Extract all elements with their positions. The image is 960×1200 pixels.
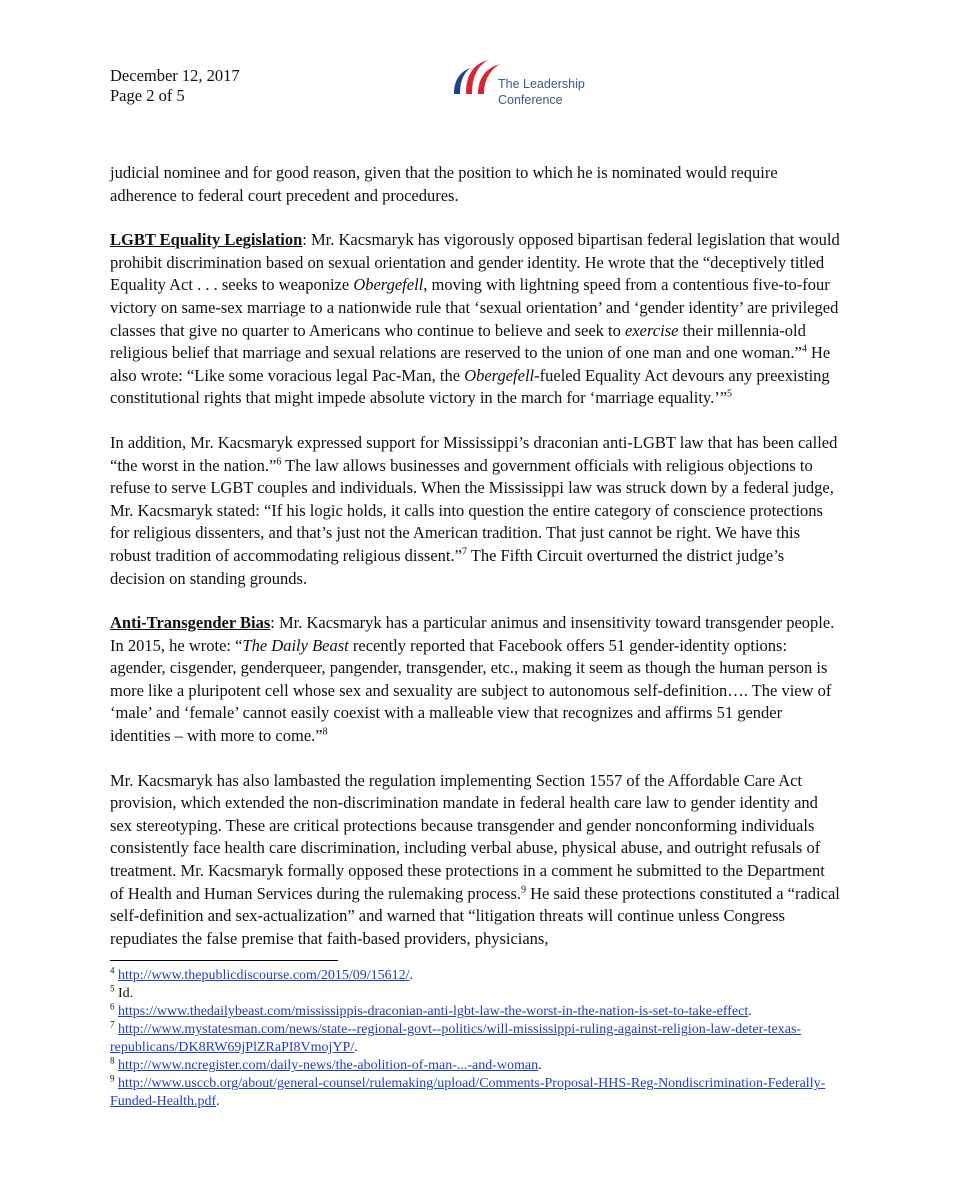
document-page: [110, 66, 842, 1111]
footnote-ref-8[interactable]: 8: [322, 726, 328, 738]
page-header: [110, 66, 842, 162]
logo-wordmark: [498, 76, 585, 108]
paragraph-section-1557: Mr. Kacsmaryk has also lambasted the regulation implementing Section 1557 of the Affordable Care Act provision, which extended the non-discrimination mandate in federal health care law to gender identity and sex stereotyping. These are critical protections because transgender and gender nonconforming individuals consistently face health care discrimination, including verbal abuse, physical abuse, and outright refusals of treatment. Mr. Kacsmaryk formally opposed these protections in a comment he submitted to the Department of Health and Human Services during the rulemaking process.$^9$ He said these protections constituted a “radical self-definition and sex-actualization” and warned that “litigation threats will continue unless Congress repudiates the false premise that faith-based providers, physicians,: [110, 770, 840, 948]
section-heading-lgbt-equality: LGBT Equality Legislation: [110, 230, 303, 250]
logo-line-1: The Leadership: [498, 77, 585, 91]
paragraph-equality-legislation: LGBT Equality Legislation: Mr. Kacsmaryk has vigorously opposed bipartisan federal legislation that would prohibit discrimination based on sexual orientation and gender identity. He wrote that the “deceptively titled Equality Act . . . seeks to weaponize Obergefell, moving with lightning speed from a contentious five-to-four victory on same-sex marriage to a nationwide rule that ‘sexual orientation’ and ‘gender identity’ are privileged classes that give no quarter to Americans who continue to believe and seek to exercise their millennia-old religious belief that marriage and sexual relations are reserved to the union of one man and one woman.”$^4$ He also wrote: “Like some voracious legal Pac-Man, the Obergefell-fueled Equality Act devours any preexisting constitutional rights that might impede absolute victory in the march for ‘marriage equality.’”$^5$: [110, 230, 840, 408]
footnote-8: $^8$ http://www.ncregister.com/daily-news/the-abolition-of-man-...-and-woman.: [110, 1055, 542, 1074]
footnote-5: $^5$ Id.: [110, 983, 134, 1002]
leadership-conference-logo: [448, 48, 608, 114]
section-heading-anti-transgender: Anti-Transgender Bias: [110, 613, 271, 633]
footnote-ref-4[interactable]: 4: [801, 343, 807, 355]
footnote-8-link[interactable]: http://www.ncregister.com/daily-news/the-abolition-of-man-...-and-woman: [118, 1058, 539, 1074]
footnote-ref-5[interactable]: 5: [727, 388, 733, 400]
letter-date: December 12, 2017: [110, 66, 240, 85]
footnote-4: $^4$ http://www.thepublicdiscourse.com/2015/09/15612/.: [110, 965, 414, 984]
paragraph-mississippi-law: In addition, Mr. Kacsmaryk expressed support for Mississippi’s draconian anti-LGBT law that has been called “the worst in the nation.”$^6$ The law allows businesses and government officials with religious objections to refuse to serve LGBT couples and individuals. When the Mississippi law was struck down by a federal judge, Mr. Kacsmaryk stated: “If his logic holds, it calls into question the entire category of conscience protections for religious dissenters, and that’s just not the American tradition. That just cannot be right. We have this robust tradition of accommodating religious dissent.”$^7$ The Fifth Circuit overturned the district judge’s decision on standing grounds.: [110, 432, 838, 588]
logo-line-2: Conference: [498, 93, 563, 107]
footnote-4-link[interactable]: http://www.thepublicdiscourse.com/2015/09/15612/: [118, 968, 410, 984]
footnote-ref-6[interactable]: 6: [276, 456, 282, 468]
footnote-divider: [110, 960, 338, 961]
page-number: Page 2 of 5: [110, 86, 185, 105]
footnote-7: $^7$ http://www.mystatesman.com/news/state--regional-govt--politics/will-mississippi-ruling-against-religion-law-deter-texas-republicans/DK8RW69jPlZRaPI8VmojYP/.: [110, 1019, 802, 1056]
footnote-9-link[interactable]: http://www.usccb.org/about/general-counsel/rulemaking/upload/Comments-Proposal-HHS-Reg-Nondiscrimination-Federally-Funded-Health.pdf: [110, 1076, 826, 1110]
footnote-9: $^9$ http://www.usccb.org/about/general-counsel/rulemaking/upload/Comments-Proposal-HHS-Reg-Nondiscrimination-Federally-Funded-Health.pdf.: [110, 1073, 826, 1110]
footnote-ref-9[interactable]: 9: [521, 884, 527, 896]
paragraph-1: judicial nominee and for good reason, given that the position to which he is nominated would require adherence to federal court precedent and procedures.: [110, 163, 778, 205]
paragraph-anti-transgender-bias: Anti-Transgender Bias: Mr. Kacsmaryk has a particular animus and insensitivity toward transgender people. In 2015, he wrote: “The Daily Beast recently reported that Facebook offers 51 gender-identity options: agender, cisgender, genderqueer, pangender, transgender, etc., making it seem as though the human person is more like a pluripotent cell whose sex and sexuality are subject to autonomous self-definition…. The view of ‘male’ and ‘female’ cannot easily coexist with a malleable view that recognizes and affirms 51 gender identities – with more to come.”$^8$: [110, 613, 835, 746]
footnote-6-link[interactable]: https://www.thedailybeast.com/mississippis-draconian-anti-lgbt-law-the-worst-in-the-nation-is-set-to-take-effect: [118, 1004, 749, 1020]
footnote-7-link[interactable]: http://www.mystatesman.com/news/state--regional-govt--politics/will-mississippi-ruling-against-religion-law-deter-texas-republicans/DK8RW69jPlZRaPI8VmojYP/: [110, 1022, 802, 1056]
footnote-ref-7[interactable]: 7: [461, 546, 467, 558]
footnote-6: $^6$ https://www.thedailybeast.com/mississippis-draconian-anti-lgbt-law-the-worst-in-the-nation-is-set-to-take-effect.: [110, 1001, 752, 1020]
